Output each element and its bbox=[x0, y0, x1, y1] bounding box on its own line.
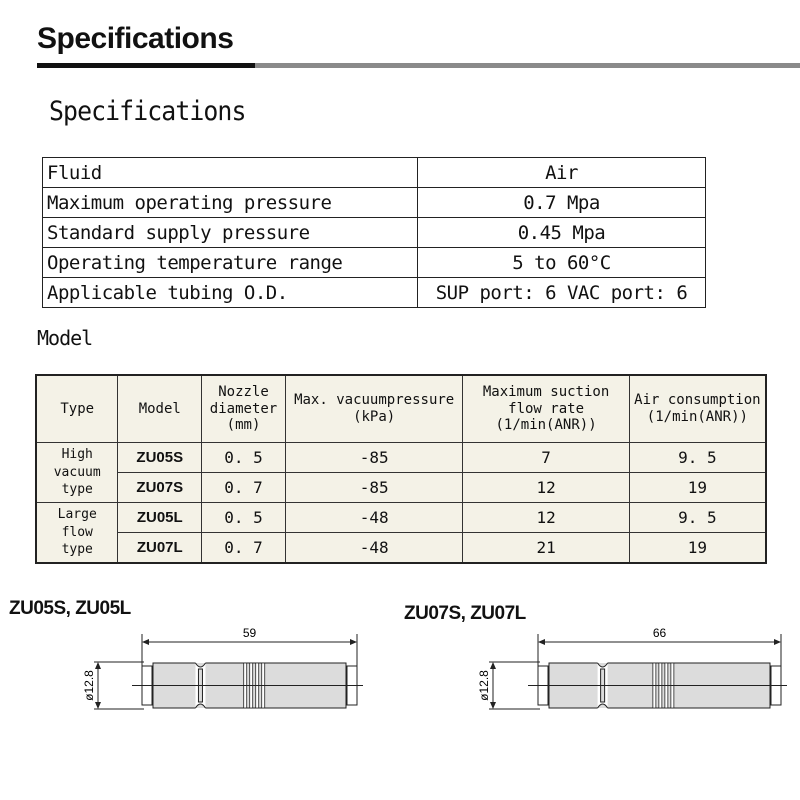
col-header: Model bbox=[118, 375, 202, 443]
value-cell: 19 bbox=[629, 473, 766, 503]
fitting-drawing bbox=[477, 626, 787, 709]
spec-section-title: Specifications bbox=[49, 96, 246, 127]
value-cell: -85 bbox=[285, 473, 462, 503]
value-cell: 9. 5 bbox=[629, 443, 766, 473]
value-cell: 0. 7 bbox=[202, 533, 286, 564]
diagram-title: ZU07S, ZU07L bbox=[404, 603, 526, 624]
diameter-label: ø12.8 bbox=[82, 670, 96, 701]
diagram-title: ZU05S, ZU05L bbox=[9, 598, 131, 619]
col-header: Air consumption (1/min(ANR)) bbox=[629, 375, 766, 443]
type-cell: High vacuum type bbox=[36, 443, 118, 503]
spec-label: Operating temperature range bbox=[43, 248, 418, 278]
value-cell: 7 bbox=[463, 443, 629, 473]
value-cell: -85 bbox=[285, 443, 462, 473]
value-cell: 12 bbox=[463, 473, 629, 503]
model-cell: ZU07S bbox=[118, 473, 202, 503]
page-title: Specifications bbox=[37, 22, 234, 55]
value-cell: 0. 7 bbox=[202, 473, 286, 503]
fitting-drawing bbox=[82, 626, 363, 709]
value-cell: -48 bbox=[285, 533, 462, 564]
length-label: 66 bbox=[652, 626, 667, 640]
spec-label: Maximum operating pressure bbox=[43, 188, 418, 218]
model-section-title: Model bbox=[37, 326, 93, 350]
spec-value: Air bbox=[418, 158, 706, 188]
length-label: 59 bbox=[242, 626, 257, 640]
diameter-label: ø12.8 bbox=[477, 670, 491, 701]
value-cell: 12 bbox=[463, 503, 629, 533]
model-cell: ZU05S bbox=[118, 443, 202, 473]
model-cell: ZU07L bbox=[118, 533, 202, 564]
spec-value: 0.45 Mpa bbox=[418, 218, 706, 248]
model-cell: ZU05L bbox=[118, 503, 202, 533]
spec-value: SUP port: 6 VAC port: 6 bbox=[418, 278, 706, 308]
spec-label: Applicable tubing O.D. bbox=[43, 278, 418, 308]
value-cell: 19 bbox=[629, 533, 766, 564]
value-cell: 21 bbox=[463, 533, 629, 564]
spec-value: 5 to 60°C bbox=[418, 248, 706, 278]
spec-value: 0.7 Mpa bbox=[418, 188, 706, 218]
col-header: Maximum suction flow rate (1/min(ANR)) bbox=[463, 375, 629, 443]
value-cell: -48 bbox=[285, 503, 462, 533]
spec-label: Standard supply pressure bbox=[43, 218, 418, 248]
value-cell: 0. 5 bbox=[202, 443, 286, 473]
col-header: Type bbox=[36, 375, 118, 443]
col-header: Nozzle diameter (mm) bbox=[202, 375, 286, 443]
spec-label: Fluid bbox=[43, 158, 418, 188]
value-cell: 0. 5 bbox=[202, 503, 286, 533]
value-cell: 9. 5 bbox=[629, 503, 766, 533]
type-cell: Large flow type bbox=[36, 503, 118, 564]
col-header: Max. vacuumpressure (kPa) bbox=[285, 375, 462, 443]
